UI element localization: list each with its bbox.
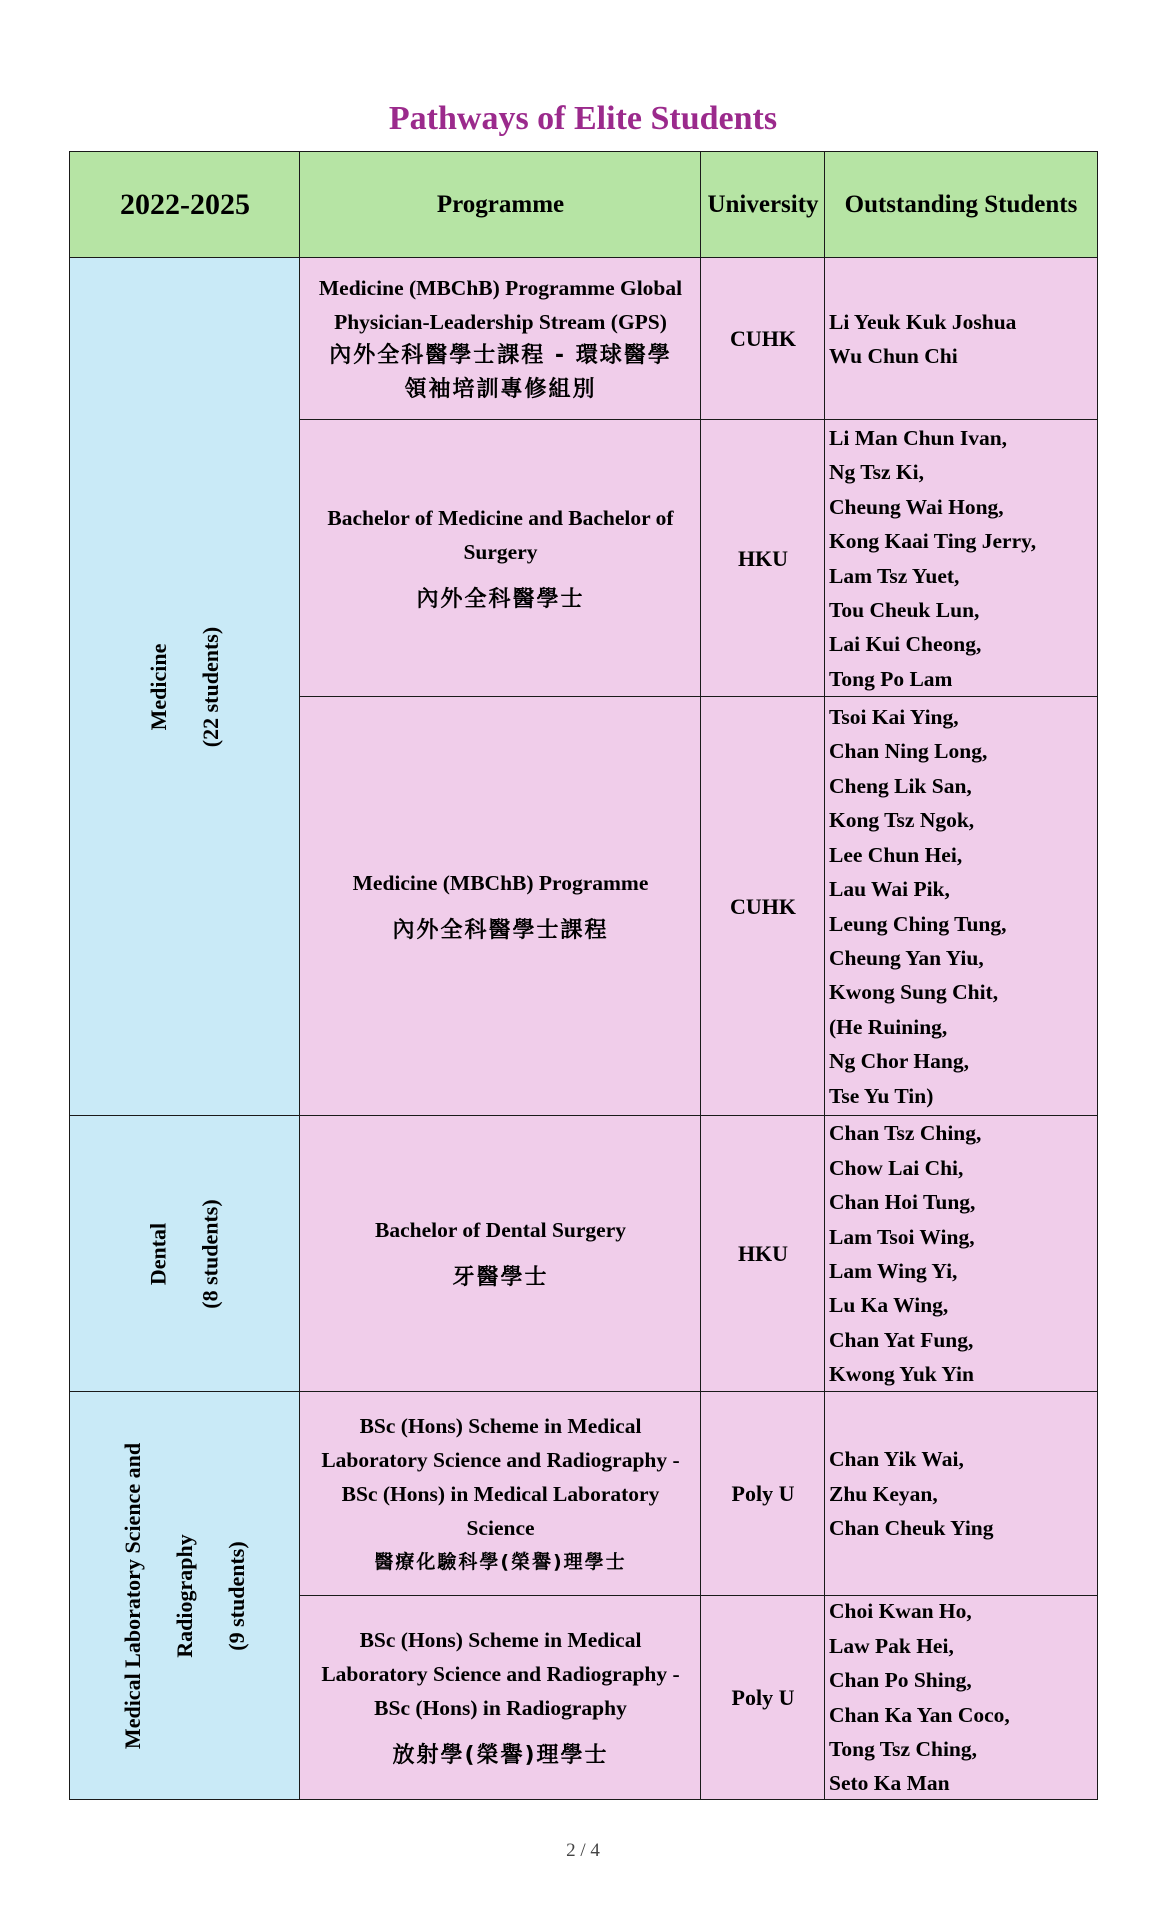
students-cell — [824, 1595, 1098, 1800]
student-name: Li Yeuk Kuk Joshua — [829, 309, 1017, 334]
student-name: Seto Ka Man — [829, 1771, 950, 1796]
category-count: (22 students) — [198, 626, 223, 748]
student-name: Law Pak Hei, — [829, 1633, 954, 1658]
student-name: Lam Tsoi Wing, — [829, 1224, 975, 1249]
student-name: Chan Ning Long, — [829, 739, 988, 764]
student-name: Chan Po Shing, — [829, 1668, 972, 1693]
student-name: Chan Yik Wai, — [829, 1447, 964, 1472]
programme-en: Bachelor of Medicine and Bachelor of — [327, 505, 674, 530]
student-name: Wu Chun Chi — [829, 344, 958, 368]
programme-cell — [299, 1595, 702, 1800]
student-name: Tou Cheuk Lun, — [829, 597, 980, 622]
category-count: (8 students) — [198, 1199, 223, 1309]
category-medical-lab — [69, 1391, 301, 1800]
programme-cell — [299, 419, 702, 698]
university-cell: CUHK — [700, 257, 826, 421]
category-label: Radiography — [172, 1533, 198, 1658]
header-university: University — [700, 151, 826, 259]
programme-en: Bachelor of Dental Surgery — [375, 1218, 626, 1242]
student-name: Lu Ka Wing, — [829, 1293, 949, 1318]
student-name: Chan Ka Yan Coco, — [829, 1702, 1010, 1727]
programme-cell — [299, 696, 702, 1117]
student-name: (He Ruining, — [829, 1014, 948, 1039]
students-list — [829, 305, 1016, 374]
student-name: Cheung Wai Hong, — [829, 494, 1004, 519]
category-label: Dental — [146, 1222, 171, 1286]
students-list — [829, 421, 1036, 696]
student-name: Chan Cheuk Ying — [829, 1516, 994, 1541]
student-name: Kong Tsz Ngok, — [829, 808, 975, 833]
student-name: Lam Wing Yi, — [829, 1259, 958, 1283]
students-cell — [824, 1115, 1098, 1393]
student-name: Kwong Sung Chit, — [829, 980, 999, 1005]
category-label: Medical Laboratory Science and — [120, 1442, 146, 1749]
student-name: Chan Tsz Ching, — [829, 1121, 982, 1146]
student-name: Kong Kaai Ting Jerry, — [829, 529, 1037, 554]
programme-zh: 領袖培訓專修組別 — [404, 377, 597, 402]
programme-en: BSc (Hons) in Medical Laboratory — [341, 1482, 660, 1506]
student-name: Chow Lai Chi, — [829, 1155, 964, 1180]
programme-en: Laboratory Science and Radiography - — [321, 1448, 680, 1472]
student-name: Tse Yu Tin) — [829, 1083, 934, 1108]
programme-en: Surgery — [463, 539, 538, 564]
programme-zh: 內外全科醫學士課程 — [392, 917, 609, 943]
programme-zh: 醫療化驗科學(榮譽)理學士 — [374, 1551, 627, 1573]
programme-zh: 放射學(榮譽)理學士 — [392, 1742, 609, 1768]
student-name: Tsoi Kai Ying, — [829, 705, 959, 730]
header-programme: Programme — [299, 151, 702, 259]
students-list — [829, 1116, 981, 1391]
programme-en: Laboratory Science and Radiography - — [321, 1661, 680, 1686]
programme-cell — [299, 257, 702, 421]
student-name: Chan Yat Fung, — [829, 1327, 974, 1352]
students-cell — [824, 419, 1098, 698]
category-medicine — [69, 257, 301, 1117]
pathways-table — [69, 151, 1098, 1800]
programme-cell — [299, 1391, 702, 1597]
student-name: Ng Chor Hang, — [829, 1049, 969, 1074]
student-name: Tong Po Lam — [829, 666, 953, 691]
programme-en: BSc (Hons) Scheme in Medical — [359, 1627, 642, 1652]
header-year: 2022-2025 — [69, 151, 301, 259]
student-name: Lai Kui Cheong, — [829, 632, 982, 657]
student-name: Lam Tsz Yuet, — [829, 563, 960, 588]
programme-en: Medicine (MBChB) Programme — [352, 870, 649, 895]
student-name: Zhu Keyan, — [829, 1481, 938, 1506]
programme-zh: 內外全科醫學士課程 - 環球醫學 — [329, 343, 672, 368]
university-cell: HKU — [700, 419, 826, 698]
university-cell: HKU — [700, 1115, 826, 1393]
students-cell — [824, 257, 1098, 421]
student-name: Cheung Yan Yiu, — [829, 945, 984, 970]
programme-en: Physician-Leadership Stream (GPS) — [334, 310, 667, 334]
student-name: Lau Wai Pik, — [829, 877, 950, 902]
students-cell — [824, 1391, 1098, 1597]
student-name: Ng Tsz Ki, — [829, 460, 924, 485]
programme-en: Science — [466, 1516, 535, 1540]
student-name: Choi Kwan Ho, — [829, 1599, 972, 1624]
student-name: Li Man Chun Ivan, — [829, 425, 1008, 450]
university-cell: CUHK — [700, 696, 826, 1117]
student-name: Kwong Yuk Yin — [829, 1362, 974, 1387]
programme-cell — [299, 1115, 702, 1393]
student-name: Lee Chun Hei, — [829, 842, 963, 867]
students-list — [829, 1594, 1010, 1800]
students-cell — [824, 696, 1098, 1117]
programme-zh: 內外全科醫學士 — [416, 586, 585, 612]
student-name: Tong Tsz Ching, — [829, 1736, 978, 1761]
programme-zh: 牙醫學士 — [452, 1265, 549, 1290]
student-name: Chan Hoi Tung, — [829, 1190, 976, 1215]
university-cell: Poly U — [700, 1391, 826, 1597]
student-name: Cheng Lik San, — [829, 773, 972, 798]
programme-en: BSc (Hons) in Radiography — [374, 1695, 627, 1720]
students-list — [829, 1442, 994, 1545]
university-cell: Poly U — [700, 1595, 826, 1800]
category-count: (9 students) — [224, 1540, 250, 1651]
programme-en: BSc (Hons) Scheme in Medical — [359, 1414, 642, 1438]
category-dental — [69, 1115, 301, 1393]
page-title: Pathways of Elite Students — [388, 100, 778, 137]
programme-en: Medicine (MBChB) Programme Global — [318, 276, 683, 300]
students-list — [829, 700, 1006, 1113]
student-name: Leung Ching Tung, — [829, 911, 1007, 936]
category-label: Medicine — [146, 643, 171, 731]
page-number: 2 / 4 — [566, 1840, 600, 1861]
header-students: Outstanding Students — [824, 151, 1098, 259]
